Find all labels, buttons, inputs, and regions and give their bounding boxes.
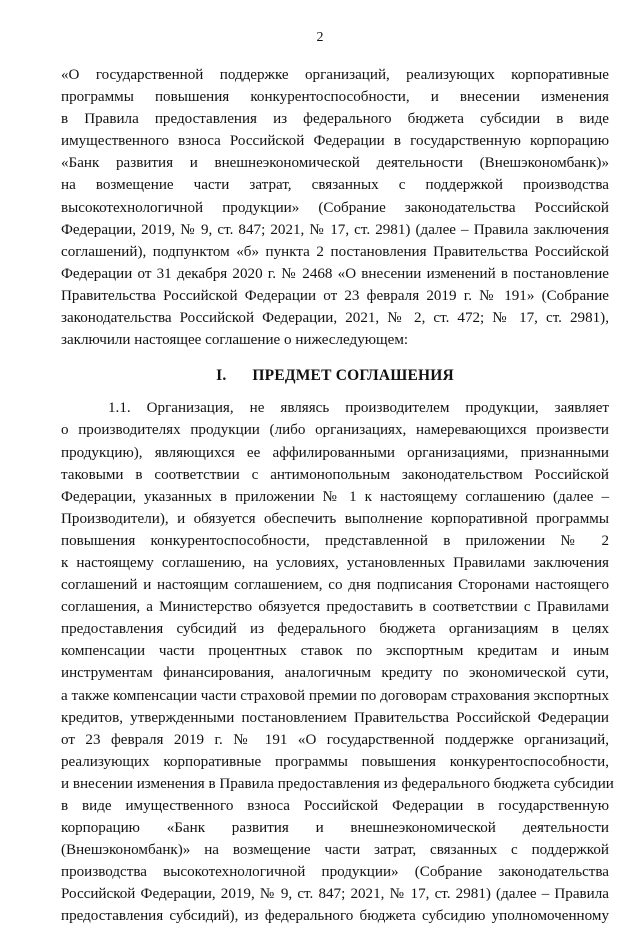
text-line: Федерации, указанных в приложении № 1 к настоящему соглашению (далее – bbox=[61, 488, 609, 505]
text-line: имущественного взноса Российской Федерации в государственную корпорацию bbox=[61, 133, 609, 150]
text-line: (Внешэкономбанк)» на возмещение части затрат, связанных с поддержкой bbox=[61, 842, 609, 859]
text-line: от 23 февраля 2019 г. № 191 «О государственной поддержке организаций, bbox=[61, 731, 609, 748]
text-line: Правительства Российской Федерации от 23 февраля 2019 г. № 191» (Собрание bbox=[61, 287, 609, 304]
text-line: реализующих корпоративные программы повышения конкурентоспособности, bbox=[61, 753, 609, 770]
text-line: в виде имущественного взноса Российской Федерации в государственную bbox=[61, 798, 609, 814]
text-line bbox=[61, 397, 609, 419]
text-line: о производителях продукции (либо организациях, намеревающихся произвести bbox=[61, 422, 609, 439]
text-line: инструментам финансирования, аналогичным кредиту по экономической сути, bbox=[61, 665, 609, 682]
text-line: в Правила предоставления из федерального бюджета субсидии в виде bbox=[61, 111, 609, 128]
document-body bbox=[61, 64, 614, 928]
section-title: ПРЕДМЕТ СОГЛАШЕНИЯ bbox=[252, 367, 454, 385]
text-line: «О государственной поддержке организаций, реализующих корпоративные bbox=[61, 67, 609, 83]
text-line: высокотехнологичной продукции» (Собрание законодательства Российской bbox=[61, 199, 609, 216]
text-line: программы повышения конкурентоспособности, и внесении изменения bbox=[61, 89, 609, 106]
text-line: кредитов, утвержденными постановлением Правительства Российской Федерации bbox=[61, 709, 609, 726]
text-line: таковыми в соответствии с антимонопольным законодательством Российской bbox=[61, 466, 609, 483]
clause-1-1 bbox=[61, 397, 614, 927]
text-line: продукцию), являющихся ее аффилированными организациями, признанными bbox=[61, 444, 609, 461]
text-line: компенсации части процентных ставок по экспортным кредитам и иным bbox=[61, 643, 609, 660]
text-line: соглашений и настоящим соглашением, со дня подписания Сторонами настоящего bbox=[61, 577, 609, 594]
text-line: повышения конкурентоспособности, представленной в приложении № 2 bbox=[61, 532, 609, 549]
section-number: I. bbox=[216, 367, 227, 385]
text-line: Производители), и обязуется обеспечить выполнение корпоративной программы bbox=[61, 510, 609, 527]
page-number: 2 bbox=[316, 30, 324, 45]
text-line: предоставления субсидий из федерального бюджета организациям в целях bbox=[61, 621, 609, 638]
text-line: соглашений), подпунктом «б» пункта 2 постановления Правительства Российской bbox=[61, 243, 609, 260]
text-line: к настоящему соглашению, на условиях, установленных Правилами заключения bbox=[61, 554, 609, 571]
text-line: корпорацию «Банк развития и внешнеэкономической деятельности bbox=[61, 820, 609, 837]
text-line: Российской Федерации, 2019, № 9, ст. 847; 2021, № 17, ст. 2981) (далее – Правила bbox=[61, 886, 609, 903]
text-line: соглашения, а Министерство обязуется предоставить в соответствии с Правилами bbox=[61, 599, 609, 616]
text-line: заключили настоящее соглашение о нижеследующем: bbox=[61, 332, 409, 349]
clause-first-line: 1.1. Организация, не являясь производителем продукции, заявляет bbox=[108, 400, 609, 417]
section-heading bbox=[61, 365, 609, 387]
text-line: а также компенсации части страховой премии по договорам страхования экспортных bbox=[61, 687, 610, 704]
text-line: законодательства Российской Федерации, 2021, № 2, ст. 472; № 17, ст. 2981), bbox=[61, 310, 609, 327]
text-line: и внесении изменения в Правила предоставления из федерального бюджета субсидии bbox=[61, 775, 614, 792]
text-line: Федерации, 2019, № 9, ст. 847; 2021, № 17, ст. 2981) (далее – Правила заключения bbox=[61, 221, 609, 238]
text-line: производства высокотехнологичной продукции» (Собрание законодательства bbox=[61, 864, 609, 881]
text-line: на возмещение части затрат, связанных с поддержкой производства bbox=[61, 177, 609, 194]
text-line: предоставления субсидий), из федерального бюджета субсидию уполномоченному bbox=[61, 908, 609, 925]
intro-paragraph bbox=[61, 64, 609, 351]
text-line: «Банк развития и внешнеэкономической деятельности (Внешэкономбанк)» bbox=[61, 155, 609, 172]
text-line: Федерации от 31 декабря 2020 г. № 2468 «О внесении изменений в постановление bbox=[61, 265, 609, 282]
